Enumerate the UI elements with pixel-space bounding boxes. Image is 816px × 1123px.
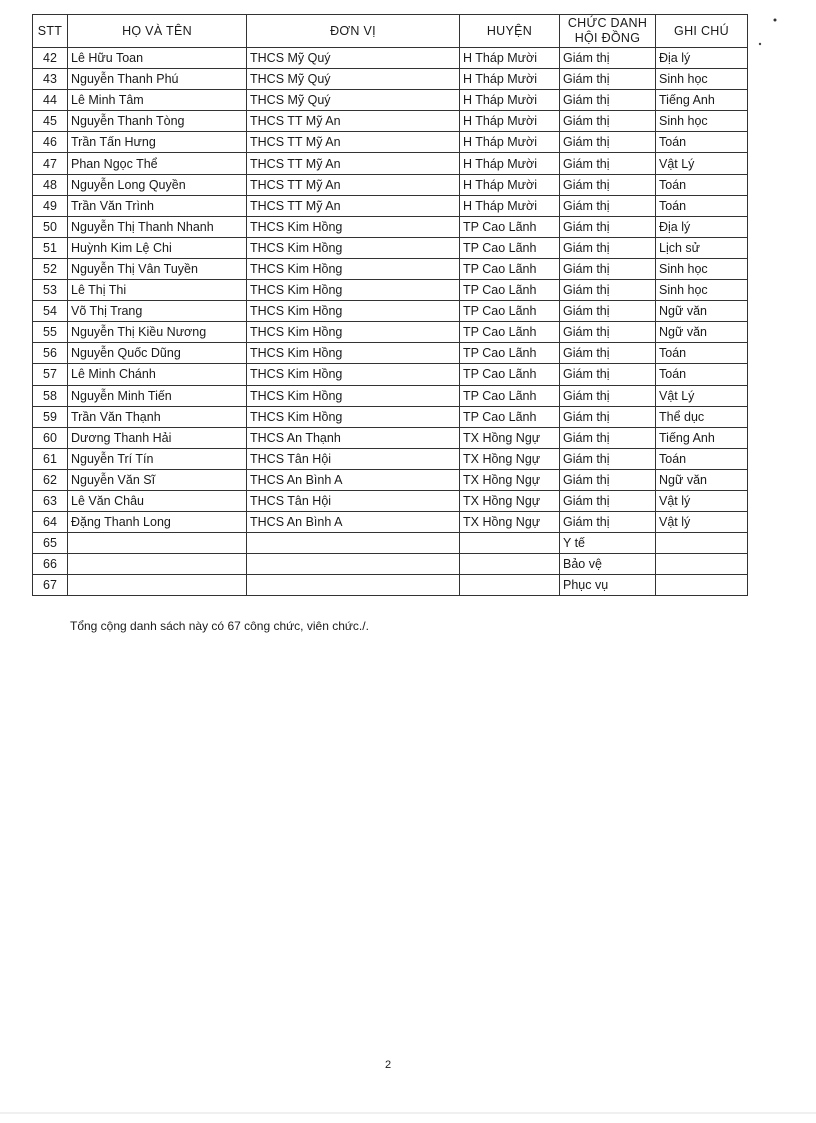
header-role-line1: CHỨC DANH <box>567 16 648 30</box>
row-district: H Tháp Mười <box>460 48 560 69</box>
row-role: Giám thị <box>560 406 656 427</box>
row-note: Tiếng Anh <box>656 90 748 111</box>
row-unit: THCS Kim Hồng <box>247 322 460 343</box>
row-name: Nguyễn Trí Tín <box>68 448 247 469</box>
row-stt: 66 <box>33 554 68 575</box>
row-unit: THCS TT Mỹ An <box>247 132 460 153</box>
row-note: Địa lý <box>656 48 748 69</box>
row-unit: THCS Mỹ Quý <box>247 90 460 111</box>
row-stt: 44 <box>33 90 68 111</box>
row-role: Giám thị <box>560 132 656 153</box>
row-district: H Tháp Mười <box>460 153 560 174</box>
row-unit: THCS Kim Hồng <box>247 237 460 258</box>
row-role: Giám thị <box>560 280 656 301</box>
row-role: Giám thị <box>560 343 656 364</box>
row-district: TX Hồng Ngự <box>460 448 560 469</box>
row-name: Nguyễn Thị Kiều Nương <box>68 322 247 343</box>
row-district: TP Cao Lãnh <box>460 322 560 343</box>
row-name: Huỳnh Kim Lệ Chi <box>68 237 247 258</box>
row-unit: THCS Kim Hồng <box>247 280 460 301</box>
row-district: H Tháp Mười <box>460 111 560 132</box>
row-name: Nguyễn Thị Thanh Nhanh <box>68 216 247 237</box>
row-unit: THCS TT Mỹ An <box>247 174 460 195</box>
row-role: Giám thị <box>560 512 656 533</box>
row-note: Toán <box>656 174 748 195</box>
row-district: TX Hồng Ngự <box>460 469 560 490</box>
row-district: TX Hồng Ngự <box>460 512 560 533</box>
row-note: Ngữ văn <box>656 322 748 343</box>
row-district: H Tháp Mười <box>460 132 560 153</box>
row-note: Ngữ văn <box>656 469 748 490</box>
row-stt: 52 <box>33 258 68 279</box>
row-unit: THCS An Bình A <box>247 469 460 490</box>
row-district: TP Cao Lãnh <box>460 301 560 322</box>
row-name: Lê Minh Chánh <box>68 364 247 385</box>
row-note: Toán <box>656 364 748 385</box>
row-district: H Tháp Mười <box>460 90 560 111</box>
row-district: TX Hồng Ngự <box>460 490 560 511</box>
row-role: Giám thị <box>560 69 656 90</box>
row-note: Sinh học <box>656 258 748 279</box>
row-role: Giám thị <box>560 490 656 511</box>
row-role: Giám thị <box>560 195 656 216</box>
header-note: GHI CHÚ <box>656 15 748 48</box>
row-name: Võ Thị Trang <box>68 301 247 322</box>
row-role: Giám thị <box>560 448 656 469</box>
scan-speck <box>759 43 761 45</box>
row-district: TP Cao Lãnh <box>460 385 560 406</box>
row-district: TP Cao Lãnh <box>460 237 560 258</box>
row-role: Bảo vệ <box>560 554 656 575</box>
row-stt: 58 <box>33 385 68 406</box>
row-role: Giám thị <box>560 90 656 111</box>
row-note: Toán <box>656 132 748 153</box>
row-role: Giám thị <box>560 258 656 279</box>
row-stt: 42 <box>33 48 68 69</box>
row-name: Trần Tấn Hưng <box>68 132 247 153</box>
row-unit: THCS An Bình A <box>247 512 460 533</box>
row-note: Lịch sử <box>656 237 748 258</box>
row-role: Giám thị <box>560 301 656 322</box>
row-role: Giám thị <box>560 153 656 174</box>
row-note: Địa lý <box>656 216 748 237</box>
row-role: Giám thị <box>560 237 656 258</box>
row-unit: THCS An Thạnh <box>247 427 460 448</box>
row-name: Lê Minh Tâm <box>68 90 247 111</box>
row-district: TP Cao Lãnh <box>460 216 560 237</box>
row-unit: THCS Kim Hồng <box>247 343 460 364</box>
row-district: TP Cao Lãnh <box>460 343 560 364</box>
row-name: Lê Hữu Toan <box>68 48 247 69</box>
row-stt: 49 <box>33 195 68 216</box>
row-unit: THCS Tân Hội <box>247 448 460 469</box>
row-stt: 51 <box>33 237 68 258</box>
row-note: Vật Lý <box>656 153 748 174</box>
row-note: Vật lý <box>656 512 748 533</box>
row-stt: 59 <box>33 406 68 427</box>
row-stt: 65 <box>33 533 68 554</box>
row-role: Giám thị <box>560 322 656 343</box>
row-stt: 48 <box>33 174 68 195</box>
row-district: TP Cao Lãnh <box>460 364 560 385</box>
row-unit: THCS Kim Hồng <box>247 364 460 385</box>
row-name: Trần Văn Thạnh <box>68 406 247 427</box>
page-number: 2 <box>385 1059 392 1071</box>
row-stt: 57 <box>33 364 68 385</box>
row-unit: THCS Tân Hội <box>247 490 460 511</box>
row-stt: 46 <box>33 132 68 153</box>
row-role: Giám thị <box>560 48 656 69</box>
header-role-line2: HỘI ĐỒNG <box>574 31 641 45</box>
row-name: Phan Ngọc Thể <box>68 153 247 174</box>
row-unit: THCS Kim Hồng <box>247 406 460 427</box>
row-district: TP Cao Lãnh <box>460 406 560 427</box>
row-name: Nguyễn Quốc Dũng <box>68 343 247 364</box>
row-stt: 54 <box>33 301 68 322</box>
row-role: Giám thị <box>560 385 656 406</box>
row-unit: THCS TT Mỹ An <box>247 195 460 216</box>
row-note: Toán <box>656 195 748 216</box>
row-note: Sinh học <box>656 69 748 90</box>
row-stt: 64 <box>33 512 68 533</box>
row-unit: THCS Kim Hồng <box>247 258 460 279</box>
row-stt: 56 <box>33 343 68 364</box>
row-stt: 43 <box>33 69 68 90</box>
row-district: TX Hồng Ngự <box>460 427 560 448</box>
row-district: TP Cao Lãnh <box>460 280 560 301</box>
row-district: H Tháp Mười <box>460 195 560 216</box>
row-stt: 62 <box>33 469 68 490</box>
row-name: Lê Văn Châu <box>68 490 247 511</box>
row-name: Nguyễn Văn Sĩ <box>68 469 247 490</box>
row-name: Lê Thị Thi <box>68 280 247 301</box>
row-unit: THCS TT Mỹ An <box>247 153 460 174</box>
row-stt: 55 <box>33 322 68 343</box>
row-name: Nguyễn Long Quyền <box>68 174 247 195</box>
row-note: Tiếng Anh <box>656 427 748 448</box>
row-unit: THCS Kim Hồng <box>247 301 460 322</box>
header-unit: ĐƠN VỊ <box>247 15 460 48</box>
row-stt: 60 <box>33 427 68 448</box>
row-stt: 63 <box>33 490 68 511</box>
row-name: Nguyễn Minh Tiến <box>68 385 247 406</box>
row-name: Nguyễn Thanh Tòng <box>68 111 247 132</box>
row-role: Giám thị <box>560 364 656 385</box>
row-note: Toán <box>656 448 748 469</box>
row-role: Phục vụ <box>560 575 656 596</box>
row-district: H Tháp Mười <box>460 174 560 195</box>
row-district: H Tháp Mười <box>460 69 560 90</box>
row-name: Trần Văn Trình <box>68 195 247 216</box>
row-name: Dương Thanh Hải <box>68 427 247 448</box>
row-name: Đặng Thanh Long <box>68 512 247 533</box>
row-note: Vật Lý <box>656 385 748 406</box>
summary-note: Tổng cộng danh sách này có 67 công chức, viên chức./. <box>70 619 369 633</box>
row-name: Nguyễn Thanh Phú <box>68 69 247 90</box>
row-role: Giám thị <box>560 216 656 237</box>
header-district: HUYỆN <box>460 15 560 48</box>
row-note: Vật lý <box>656 490 748 511</box>
row-stt: 67 <box>33 575 68 596</box>
row-note: Thể dục <box>656 406 748 427</box>
row-role: Y tế <box>560 533 656 554</box>
row-unit: THCS Mỹ Quý <box>247 69 460 90</box>
row-unit: THCS Kim Hồng <box>247 216 460 237</box>
row-stt: 61 <box>33 448 68 469</box>
row-district: TP Cao Lãnh <box>460 258 560 279</box>
row-stt: 50 <box>33 216 68 237</box>
header-name: HỌ VÀ TÊN <box>68 15 247 48</box>
row-role: Giám thị <box>560 469 656 490</box>
header-stt: STT <box>33 15 68 48</box>
row-note: Ngữ văn <box>656 301 748 322</box>
row-name: Nguyễn Thị Vân Tuyền <box>68 258 247 279</box>
row-stt: 53 <box>33 280 68 301</box>
row-unit: THCS TT Mỹ An <box>247 111 460 132</box>
row-stt: 45 <box>33 111 68 132</box>
row-role: Giám thị <box>560 174 656 195</box>
row-role: Giám thị <box>560 427 656 448</box>
row-unit: THCS Mỹ Quý <box>247 48 460 69</box>
scan-speck <box>774 19 777 22</box>
row-role: Giám thị <box>560 111 656 132</box>
row-note: Sinh học <box>656 111 748 132</box>
row-note: Toán <box>656 343 748 364</box>
row-note: Sinh học <box>656 280 748 301</box>
row-unit: THCS Kim Hồng <box>247 385 460 406</box>
row-stt: 47 <box>33 153 68 174</box>
